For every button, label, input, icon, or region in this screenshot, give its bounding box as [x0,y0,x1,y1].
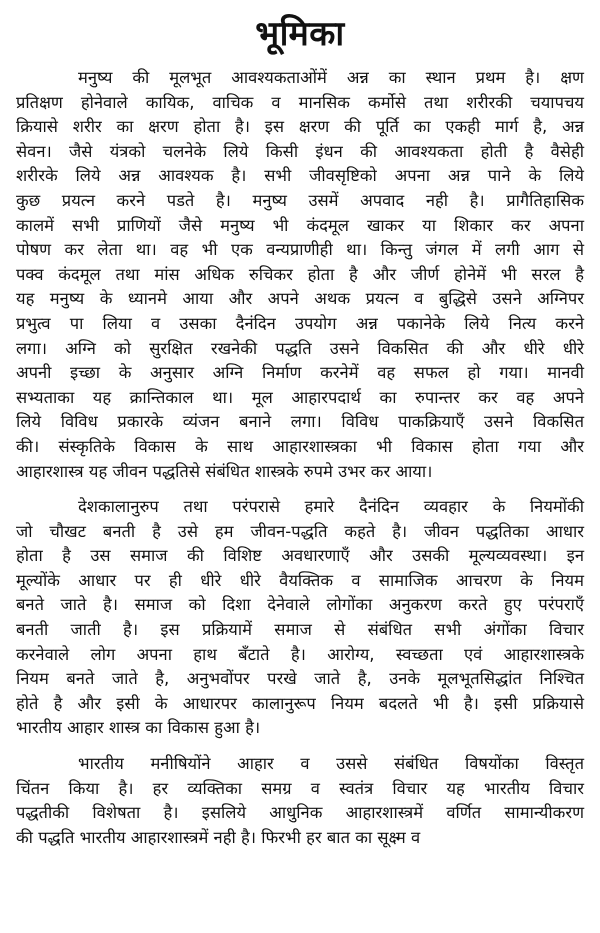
text-line: अपनी इच्छा के अनुसार अग्नि निर्माण करनेमें वह सफल हो गया। मानवी [16,363,584,383]
text-line: लिये विविध प्रकारके व्यंजन बनाने लगा। विविध पाकक्रियाएँ उसने विकसित [16,412,584,432]
text-line: कालमें सभी प्राणियों जैसे मनुष्य भी कंदमूल खाकर या शिकार कर अपना [16,215,584,235]
text-line: जो चौखट बनती है उसे हम जीवन-पद्धति कहते है। जीवन पद्धतिका आधार [16,521,584,541]
paragraph-1 [16,66,584,484]
text-line: की। संस्कृतिके विकास के साथ आहारशास्त्रका भी विकास होता गया और [16,436,584,456]
text-line: मूल्योंके आधार पर ही धीरे धीरे वैयक्तिक व सामाजिक आचरण के नियम [16,570,584,590]
text-line: भारतीय मनीषियोंने आहार व उससे संबंधित विषयोंका विस्तृत [78,754,584,774]
text-line: कुछ प्रयत्न करने पडते है। मनुष्य उसमें अपवाद नही है। प्रागैतिहासिक [16,190,584,210]
text-line: पद्धतीकी विशेषता है। इसलिये आधुनिक आहारशास्त्रमें वर्णित सामान्यीकरण [16,803,584,823]
text-line: होते है और इसी के आधारपर कालानुरूप नियम बदलते भी है। इसी प्रक्रियासे [16,693,584,713]
text-line: पोषण कर लेता था। वह भी एक वन्यप्राणीही था। किन्तु जंगल में लगी आग से [16,240,584,260]
text-line: मनुष्य की मूलभूत आवश्यकताओंमें अन्न का स्थान प्रथम है। क्षण [78,68,584,87]
text-line: सभ्यताका यह क्रान्तिकाल था। मूल आहारपदार्थ का रुपान्तर कर वह अपने [16,387,584,407]
page-title: भूमिका [255,14,345,54]
text-line: पक्व कंदमूल तथा मांस अधिक रुचिकर होता है और जीर्ण होनेमें भी सरल है [16,264,584,284]
text-line: चिंतन किया है। हर व्यक्तिका समग्र व स्वतंत्र विचार यह भारतीय विचार [16,778,584,798]
text-line: बनते जाते है। समाज को दिशा देनेवाले लोगोंका अनुकरण करते हुए परंपराएँ [16,595,584,615]
text-line: प्रतिक्षण होनेवाले कायिक, वाचिक व मानसिक कर्मोसे तथा शरीरकी चयापचय [16,92,584,112]
text-line: करनेवाले लोग अपना हाथ बँटाते है। आरोग्य, स्वच्छता एवं आहारशास्त्रके [16,644,584,664]
text-line: क्रियासे शरीर का क्षरण होता है। इस क्षरण की पूर्ति का एकही मार्ग है, अन्न [16,117,584,137]
text-line: देशकालानुरुप तथा परंपरासे हमारे दैनंदिन व्यवहार के नियमोंकी [78,497,584,517]
text-line: प्रभुत्व पा लिया व उसका दैनंदिन उपयोग अन्न पकानेके लिये नित्य करने [16,313,584,333]
text-line: सेवन। जैसे यंत्रको चलनेके लिये किसी इंधन की आवश्यकता होती है वैसेही [16,141,584,161]
text-line: यह मनुष्य के ध्यानमे आया और अपने अथक प्रयत्न व बुद्धिसे उसने अग्निपर [16,289,584,309]
text-line: लगा। अग्नि को सुरक्षित रखनेकी पद्धति उसने विकसित की और धीरे धीरे [16,338,584,358]
text-line: शरीरके लिये अन्न आवश्यक है। सभी जीवसृष्टिको अपना अन्न पाने के लिये [16,166,584,186]
paragraph-3 [16,752,584,850]
text-line: की पद्धति भारतीय आहारशास्त्रमें नही है। फिरभी हर बात का सूक्ष्म व [16,827,421,847]
text-line: आहारशास्त्र यह जीवन पद्धतिसे संबंधित शास्त्रके रुपमे उभर कर आया। [16,461,433,481]
text-line: भारतीय आहार शास्त्र का विकास हुआ है। [16,718,261,738]
paragraph-2 [16,495,584,741]
text-line: बनती जाती है। इस प्रक्रियामें समाज से संबंधित सभी अंगोंका विचार [16,620,584,640]
text-line: नियम बनते जाते है, अनुभवोंपर परखे जाते है, उनके मूलभूतसिद्धांत निश्चित [16,669,584,689]
text-line: होता है उस समाज की विशिष्ट अवधारणाएँ और उसकी मूल्यव्यवस्था। इन [16,546,584,566]
